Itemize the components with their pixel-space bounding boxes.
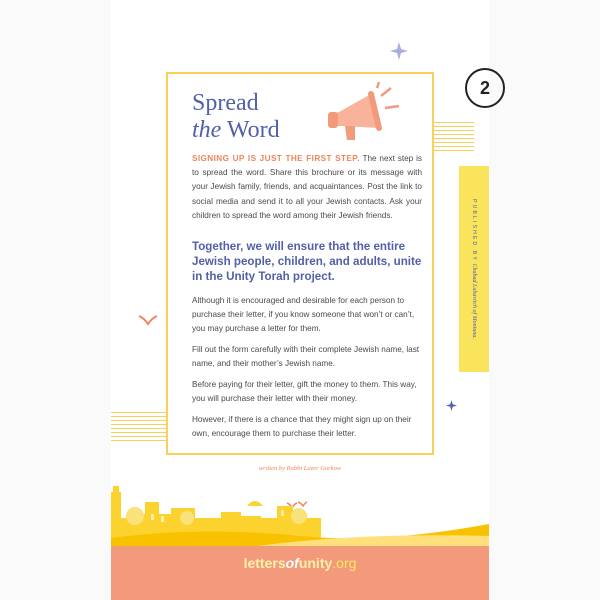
url-part-of: of bbox=[285, 555, 299, 571]
paragraph-4: However, if there is a chance that they might sign up on their own, encourage them to purchase their letter. bbox=[192, 415, 412, 439]
emphasis-statement: Together, we will ensure that the entire Jewish people, children, and adults, unite in the Unity Torah project. bbox=[192, 240, 422, 283]
url-part-letters: letters bbox=[243, 555, 286, 571]
paragraph-1: Although it is encouraged and desirable for each person to purchase their letter, if you know someone that won’t or can’t, you may purchase a letter for them. bbox=[192, 296, 415, 334]
page-number-badge: 2 bbox=[465, 68, 505, 108]
url-part-unity: unity bbox=[298, 555, 333, 571]
website-url[interactable] bbox=[111, 555, 489, 571]
intro-lead: SIGNING UP IS JUST THE FIRST STEP. bbox=[192, 154, 360, 163]
city-skyline-illustration bbox=[111, 478, 489, 550]
decor-lines-right bbox=[434, 122, 474, 154]
publisher-prefix: PUBLISHED BY bbox=[471, 199, 477, 262]
url-part-org: .org bbox=[332, 555, 357, 571]
sparkle-icon bbox=[390, 42, 408, 60]
right-margin bbox=[489, 0, 600, 600]
byline: written by Rabbi Lazer Gurkow bbox=[258, 465, 342, 472]
publisher-credit bbox=[471, 199, 477, 339]
paragraph-3: Before paying for their letter, gift the money to them. This way, you will purchase their letter with their money. bbox=[192, 380, 417, 404]
title-line-1: Spread bbox=[192, 90, 259, 116]
left-margin bbox=[0, 0, 111, 600]
intro-paragraph bbox=[192, 152, 422, 223]
title-line-2 bbox=[192, 117, 280, 144]
sparkle-icon bbox=[446, 400, 457, 411]
megaphone-icon bbox=[325, 82, 405, 144]
title-italic: the bbox=[192, 117, 222, 143]
page-title bbox=[192, 90, 280, 144]
publisher-name: Chabad Lubavitch of Montana. bbox=[471, 263, 477, 339]
paragraph-2: Fill out the form carefully with their complete Jewish name, last name, and their mother’s Jewish name. bbox=[192, 345, 420, 369]
bird-icon bbox=[138, 314, 158, 326]
title-rest: Word bbox=[221, 117, 280, 143]
intro-text: The next step is to spread the word. Share this brochure or its message with your Jewish family, friends, and acquaintances. Post the link to social media and send it to all your Jewish contacts. Ask your children to spread the word among their Jewish friends. bbox=[192, 154, 422, 220]
decor-lines-left bbox=[111, 412, 166, 444]
